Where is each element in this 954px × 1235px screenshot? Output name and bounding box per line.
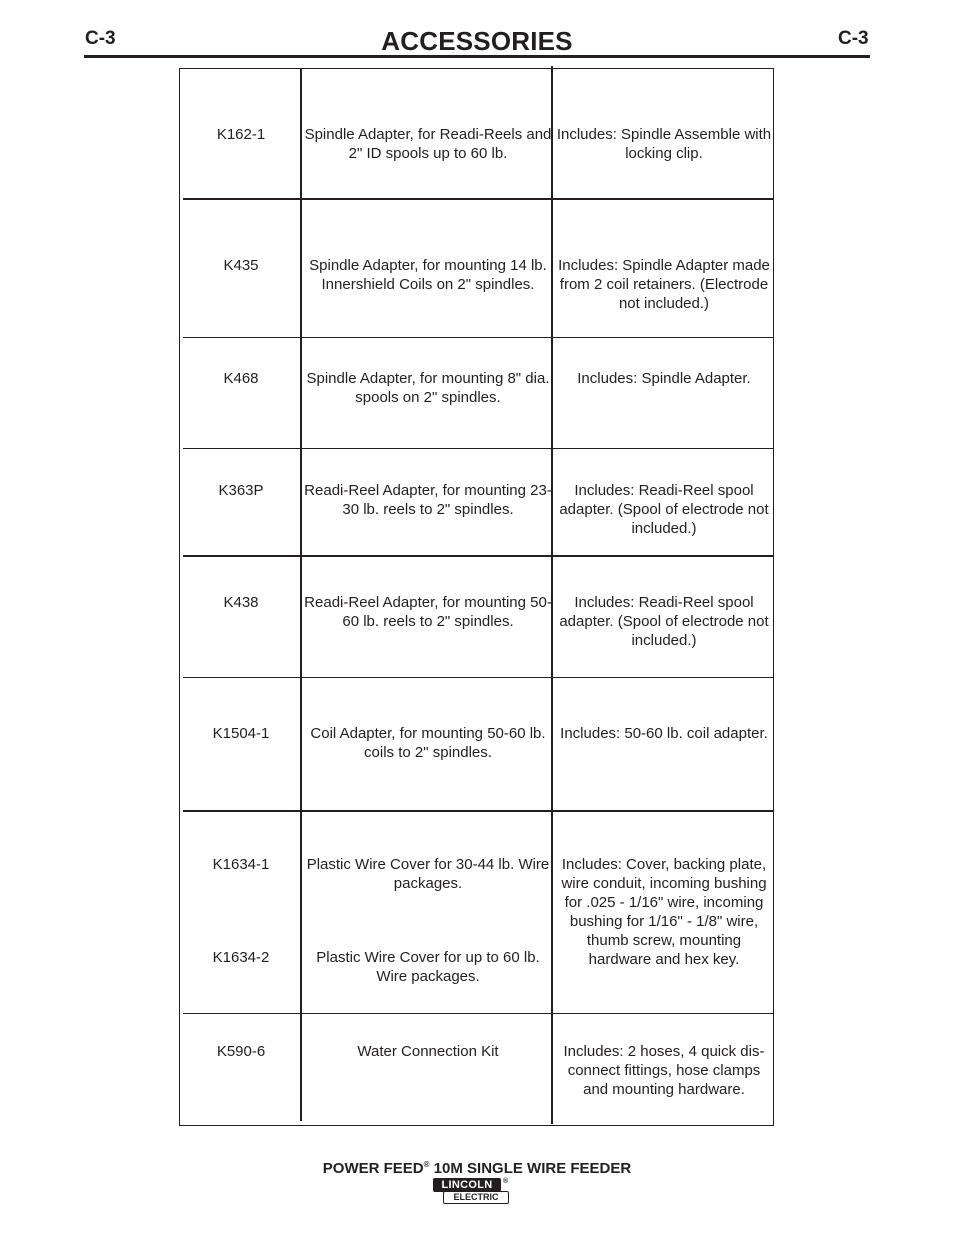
part-number: K468 (223, 370, 259, 387)
part-description: Spindle Adapter, for mounting 14 lb. Innershield Coils on 2" spindles. (309, 257, 547, 293)
part-number: K162-1 (216, 126, 266, 143)
part-description: Coil Adapter, for mounting 50-60 lb. coils to 2" spindles. (310, 725, 546, 761)
logo-registered-mark: ® (503, 1178, 509, 1185)
accessories-table (179, 68, 774, 1126)
row-divider (183, 1013, 773, 1014)
row-divider (183, 555, 773, 557)
part-includes: Includes: Spindle Assemble with locking clip. (556, 126, 772, 162)
part-number: K435 (223, 257, 259, 274)
part-number: K363P (218, 482, 264, 499)
part-description: Spindle Adapter, for mounting 8" dia. spools on 2" spindles. (306, 370, 550, 406)
part-number: K1634-1 (212, 856, 270, 873)
part-description: Readi-Reel Adapter, for mounting 23-30 lb. reels to 2" spindles. (304, 482, 552, 518)
registered-mark: ® (423, 1160, 430, 1169)
part-includes: Includes: Readi-Reel spool adapter. (Spool of electrode not included.) (559, 594, 769, 649)
logo-lincoln-text: LINCOLN (433, 1178, 501, 1192)
part-includes: Includes: 50-60 lb. coil adapter. (560, 725, 768, 742)
page-title: ACCESSORIES (381, 26, 573, 56)
part-description: Plastic Wire Cover for 30-44 lb. Wire packages. (306, 856, 550, 892)
part-description: Readi-Reel Adapter, for mounting 50-60 lb. reels to 2" spindles. (304, 594, 552, 630)
part-includes: Includes: Spindle Adapter. (577, 370, 751, 387)
part-number: K590-6 (216, 1043, 266, 1060)
footer-product-title (0, 1160, 954, 1177)
part-number: K438 (223, 594, 259, 611)
row-divider (183, 810, 773, 812)
part-description: Spindle Adapter, for Readi-Reels and 2" ID spools up to 60 lb. (304, 126, 552, 162)
row-divider (183, 448, 773, 449)
row-divider (183, 198, 773, 200)
part-includes: Includes: 2 hoses, 4 quick dis-connect fittings, hose clamps and mounting hardware. (563, 1043, 765, 1098)
part-description: Water Connection Kit (357, 1043, 499, 1060)
header-rule (84, 55, 870, 58)
row-divider (183, 677, 773, 678)
part-number: K1504-1 (212, 725, 270, 742)
part-includes: Includes: Readi-Reel spool adapter. (Spool of electrode not included.) (559, 482, 769, 537)
part-number-secondary: K1634-2 (212, 949, 270, 966)
product-name-suffix: 10M SINGLE WIRE FEEDER (429, 1160, 632, 1177)
page-number-right: C-3 (838, 28, 869, 49)
page-number-left: C-3 (85, 28, 116, 49)
part-includes: Includes: Cover, backing plate, wire conduit, incoming bushing for .025 - 1/16" wire, incoming bushing for 1/16" - 1/8" wire, thumb screw, mounting hardware and hex key. (561, 856, 767, 968)
row-divider (183, 337, 773, 338)
logo-electric-text: ELECTRIC (443, 1191, 509, 1204)
part-description-secondary: Plastic Wire Cover for up to 60 lb. Wire packages. (316, 949, 540, 985)
product-name: POWER FEED (322, 1160, 424, 1177)
lincoln-electric-logo (433, 1178, 511, 1206)
part-includes: Includes: Spindle Adapter made from 2 coil retainers. (Electrode not included.) (558, 257, 770, 312)
